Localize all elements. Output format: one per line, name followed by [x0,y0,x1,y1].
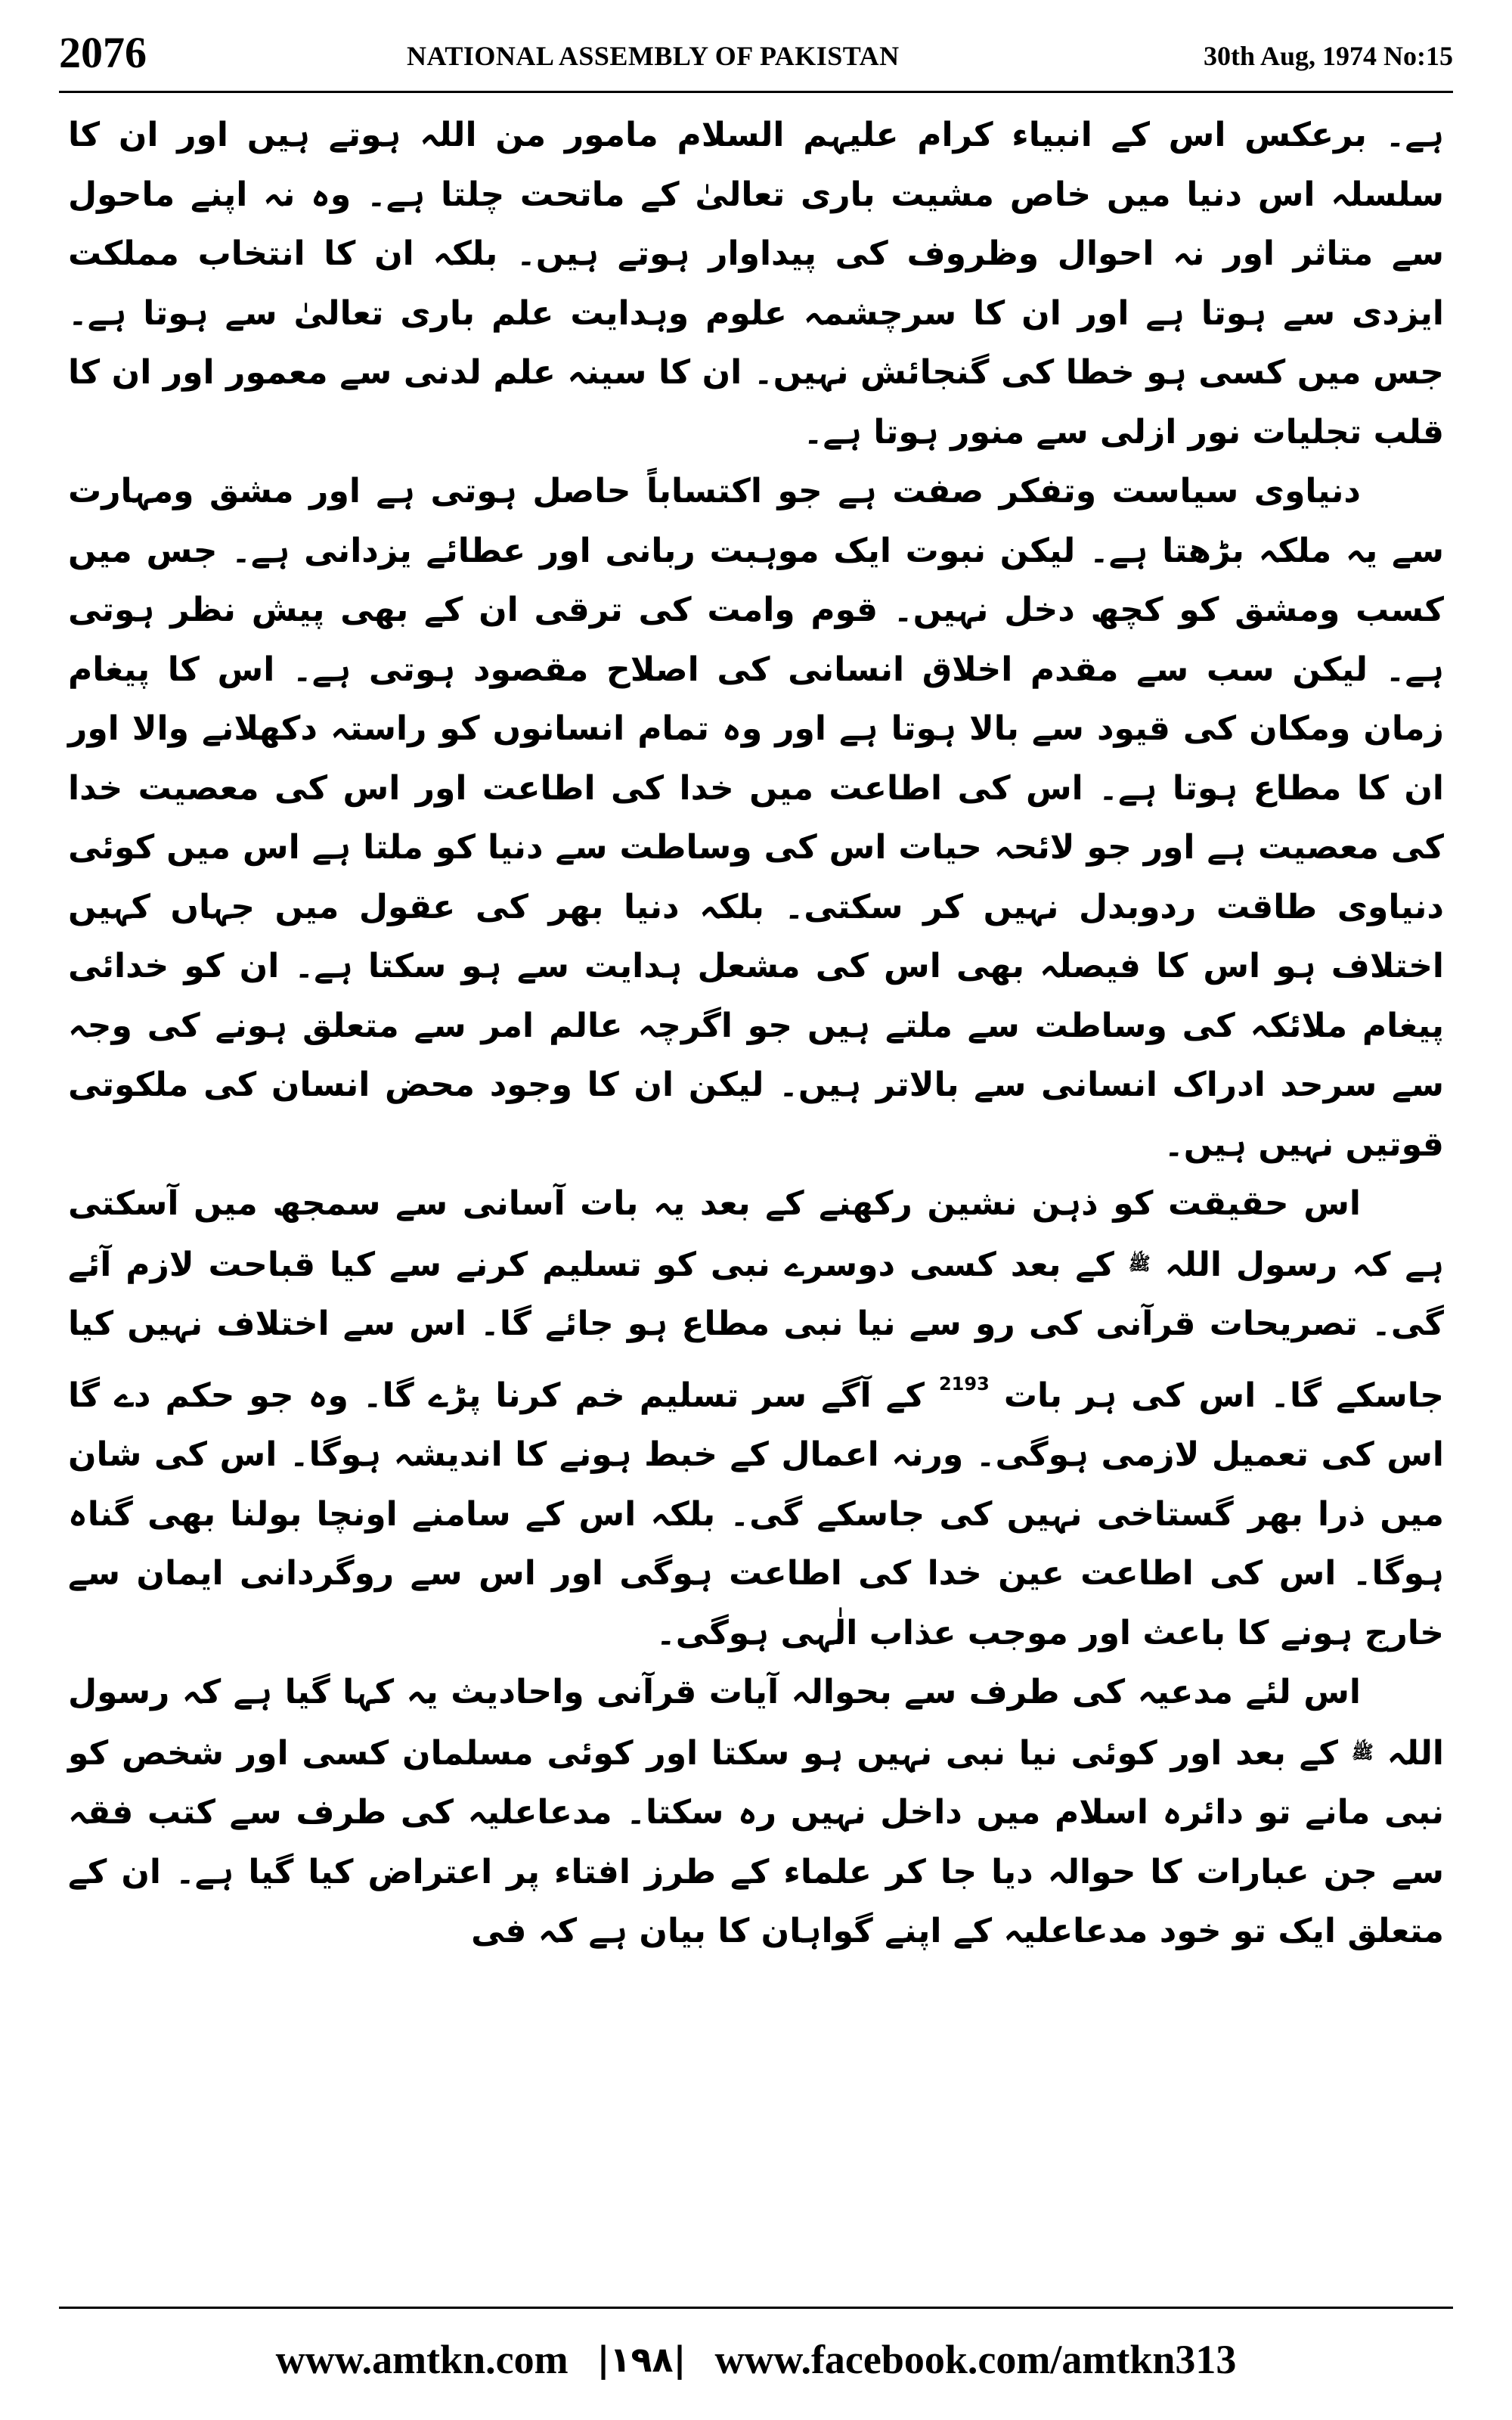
paragraph-3-part-2: کے بعد کسی دوسرے نبی کو تسلیم کرنے سے کیا قباحت لازم آئے گی۔ تصریحات قرآنی کی رو سے نیا نبی مطاع ہو جائے گا۔ اس سے اختلاف نہیں کیا جاسکے گا۔ اس کی ہر بات [68,1245,1445,1415]
footer-rule [59,2307,1453,2309]
page-footer [0,2329,1512,2390]
page-header [59,23,1453,83]
date-issue: 30th Aug, 1974 No:15 [1203,41,1453,71]
page-number: 2076 [59,28,147,77]
pbuh-symbol: ﷺ [1128,1252,1151,1274]
pbuh-symbol: ﷺ [1351,1741,1374,1763]
facebook-link[interactable]: www.facebook.com/amtkn313 [714,2337,1237,2382]
paragraph-4 [68,1663,1444,1962]
body-text [68,106,1444,1962]
footer-page-marker: |۱۹۸| [596,2339,686,2380]
running-title: NATIONAL ASSEMBLY OF PAKISTAN [407,41,900,71]
header-rule [59,91,1453,93]
paragraph-2: دنیاوی سیاست وتفکر صفت ہے جو اکتساباً حاصل ہوتی ہے اور مشق ومہارت سے یہ ملکہ بڑھتا ہے۔ لیکن نبوت ایک موہبت ربانی اور عطائے یزدانی ہے۔ جس میں کسب ومشق کو کچھ دخل نہیں۔ قوم وامت کی ترقی ان کے بھی پیش نظر ہوتی ہے۔ لیکن سب سے مقدم اخلاق انسانی کی اصلاح مقصود ہوتی ہے۔ اس کا پیغام زمان ومکان کی قیود سے بالا ہوتا ہے اور وہ تمام انسانوں کو راستہ دکھلانے والا اور ان کا مطاع ہوتا ہے۔ اس کی اطاعت میں خدا کی اطاعت اور اس کی معصیت خدا کی معصیت ہے اور جو لائحہ حیات اس کی وساطت سے دنیا کو ملتا ہے اس میں کوئی دنیاوی طاقت ردوبدل نہیں کر سکتی۔ بلکہ دنیا بھر کی عقول میں جہاں کہیں اختلاف ہو اس کا فیصلہ بھی اس کی مشعل ہدایت سے ہو سکتا ہے۔ ان کو خدائی پیغام ملائکہ کی وساطت سے ملتے ہیں جو اگرچہ عالم امر سے متعلق ہونے کی وجہ سے سرحد ادراک انسانی سے بالاتر ہیں۔ لیکن ان کا وجود محض انسان کی ملکوتی قوتیں نہیں ہیں۔ [68,472,1444,1164]
paragraph-4-part-2: کے بعد اور کوئی نیا نبی نہیں ہو سکتا اور کوئی مسلمان کسی اور شخص کو نبی مانے تو دائرہ اسلام میں داخل نہیں رہ سکتا۔ مدعاعلیہ کی طرف سے کتب فقہ سے جن عبارات کا حوالہ دیا جا کر علماء کے طرز افتاء پر اعتراض کیا گیا ہے۔ ان کے متعلق ایک تو خود مدعاعلیہ کے اپنے گواہان کا بیان ہے کہ فی [68,1733,1444,1950]
website-link[interactable]: www.amtkn.com [275,2337,569,2382]
paragraph-1: ہے۔ برعکس اس کے انبیاء کرام علیہم السلام مامور من اللہ ہوتے ہیں اور ان کا سلسلہ اس دنیا میں خاص مشیت باری تعالیٰ کے ماتحت چلتا ہے۔ وہ نہ اپنے ماحول سے متاثر اور نہ احوال وظروف کی پیداوار ہوتے ہیں۔ بلکہ ان کا انتخاب مملکت ایزدی سے ہوتا ہے اور ان کا سرچشمہ علوم وہدایت علم باری تعالیٰ سے ہوتا ہے۔ جس میں کسی ہو خطا کی گنجائش نہیں۔ ان کا سینہ علم لدنی سے معمور اور ان کا قلب تجلیات نور ازلی سے منور ہوتا ہے۔ [68,116,1444,451]
reference-number: 2193 [938,1373,990,1395]
paragraph-4-part-1: اس لئے مدعیہ کی طرف سے بحوالہ آیات قرآنی واحادیث یہ کہا گیا ہے کہ رسول اللہ [68,1673,1444,1773]
paragraph-3 [68,1174,1444,1663]
paragraph-3-part-3: کے آگے سر تسلیم خم کرنا پڑے گا۔ وہ جو حکم دے گا اس کی تعمیل لازمی ہوگی۔ ورنہ اعمال کے خبط ہونے کا اندیشہ ہوگا۔ اس کی شان میں ذرا بھر گستاخی نہیں کی جاسکے گی۔ بلکہ اس کے سامنے اونچا بولنا بھی گناہ ہوگا۔ اس کی اطاعت عین خدا کی اطاعت ہوگی اور اس سے روگردانی ایمان سے خارج ہونے کا باعث اور موجب عذاب الٰہی ہوگی۔ [68,1376,1444,1652]
paragraph-3-part-1: اس حقیقت کو ذہن نشین رکھنے کے بعد یہ بات آسانی سے سمجھ میں آسکتی ہے کہ رسول اللہ [68,1184,1444,1284]
